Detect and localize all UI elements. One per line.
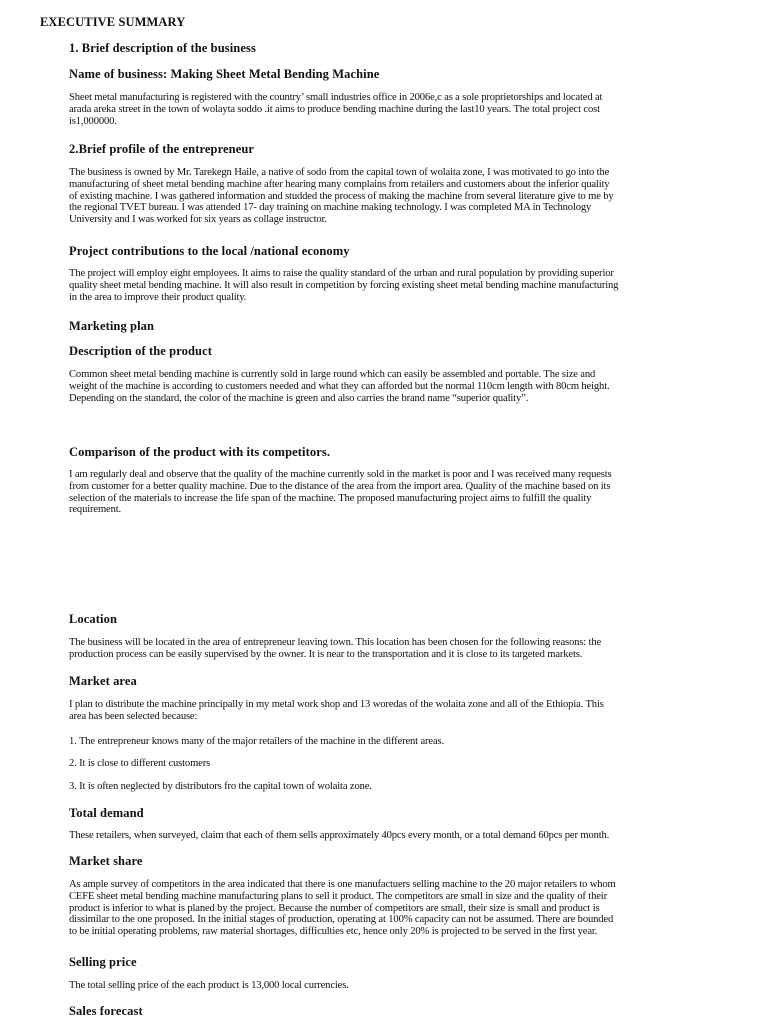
heading-product-description: Description of the product: [69, 344, 212, 358]
paragraph-market-area: [69, 699, 697, 723]
paragraph-market-share: [69, 879, 697, 938]
list-item: 2. It is close to different customers: [69, 758, 211, 769]
text-line: Common sheet metal bending machine is currently sold in large round which can easily be assembled and portable. The size and: [69, 369, 596, 380]
text-line: selection of the materials to increase the life span of the machine. The proposed manufacturing project aims to fulfill the quality: [69, 492, 592, 504]
heading-market-area: Market area: [69, 674, 137, 688]
text-line: production process can be easily supervised by the owner. It is near to the transportation and it is close to its targeted markets.: [69, 648, 583, 660]
heading-market-share: Market share: [69, 854, 143, 868]
list-item: 1. The entrepreneur knows many of the major retailers of the machine in the different areas.: [69, 736, 444, 747]
list-item: 3. It is often neglected by distributors fro the capital town of wolaita zone.: [69, 781, 372, 792]
text-line: CEFE sheet metal bending machine manufacturing plans to sell it product. The competitors are small in size and the quality of their: [69, 890, 607, 902]
text-line: the regional TVET bureau. I was attended 17- day training on machine making technology. I was completed MA in Technology: [69, 202, 592, 214]
page-title: EXECUTIVE SUMMARY: [40, 15, 186, 29]
paragraph-business-description: [69, 92, 697, 127]
text-line: requirement.: [69, 504, 122, 516]
paragraph-selling-price: [69, 980, 697, 992]
heading-selling-price: Selling price: [69, 955, 137, 969]
text-line: from customer for a better quality machine. Due to the distance of the area from the import area. Quality of the machine based on its: [69, 480, 611, 492]
text-line: Sheet metal manufacturing is registered with the country’ small industries office in 2006e,c as a sole proprietorships and located at: [69, 92, 603, 103]
paragraph-total-demand: [69, 830, 697, 842]
heading-entrepreneur-profile: 2.Brief profile of the entrepreneur: [69, 142, 255, 156]
paragraph-location: [69, 637, 697, 661]
text-line: in the area to improve their product quality.: [69, 291, 247, 303]
text-line: As ample survey of competitors in the area indicated that there is one manufactuers selling machine to the 20 major retailers to whom: [69, 879, 616, 890]
text-line: of existing machine. I was gathered information and studded the process of making the machine from several literature give to me by: [69, 190, 614, 202]
text-line: is1,000000.: [69, 115, 117, 127]
heading-name-of-business: Name of business: Making Sheet Metal Bending Machine: [69, 67, 380, 81]
text-line: The total selling price of the each product is 13,000 local currencies.: [69, 980, 349, 991]
text-line: I am regularly deal and observe that the quality of the machine currently sold in the market is poor and I was received many requests: [69, 469, 612, 480]
text-line: arada areka street in the town of wolayta soddo .it aims to produce bending machine during the last10 years. The total project cost: [69, 103, 600, 115]
heading-brief-business: 1. Brief description of the business: [69, 41, 256, 55]
heading-marketing-plan: Marketing plan: [69, 319, 155, 333]
text-line: These retailers, when surveyed, claim that each of them sells approximately 40pcs every month, or a total demand 60pcs per month.: [69, 830, 610, 841]
heading-total-demand: Total demand: [69, 806, 144, 820]
heading-sales-forecast: Sales forecast: [69, 1004, 143, 1018]
text-line: I plan to distribute the machine principally in my metal work shop and 13 woredas of the wolaita zone and all of the Ethiopia. This: [69, 699, 604, 710]
text-line: The business will be located in the area of entrepreneur leaving town. This location has been chosen for the following reasons: the: [69, 637, 602, 648]
paragraph-product-description: [69, 369, 697, 404]
text-line: to be initial operating problems, raw material shortages, difficulties etc, hence only 20% is projected to be served in the first year.: [69, 926, 598, 938]
text-line: Depending on the standard, the color of the machine is green and also carries the brand name “superior quality”.: [69, 392, 529, 404]
text-line: manufacturing of sheet metal bending machine after hearing many complains from retailers and customers about the inferior quality: [69, 178, 610, 190]
text-line: product is inferior to what is planed by the project. Because the number of competitors are small, their size is small and product is: [69, 902, 600, 914]
text-line: weight of the machine is according to customers needed and what they can afforded but the normal 110cm length with 80cm height.: [69, 380, 610, 392]
text-line: area has been selected because:: [69, 710, 198, 722]
text-line: quality sheet metal bending machine. It will also result in competition by forcing existing sheet metal bending machine manufacturing: [69, 279, 619, 291]
paragraph-product-comparison: [69, 469, 697, 516]
heading-project-contributions: Project contributions to the local /national economy: [69, 244, 350, 258]
text-line: University and I was worked for six years as collage instructor.: [69, 214, 327, 226]
text-line: dissimilar to the one proposed. In the initial stages of production, operating at 100% capacity can not be assumed. There are bounded: [69, 914, 614, 926]
heading-product-comparison: Comparison of the product with its competitors.: [69, 445, 331, 459]
text-line: The business is owned by Mr. Tarekegn Haile, a native of sodo from the capital town of wolaita zone, I was motivated to go into the: [69, 167, 610, 178]
paragraph-entrepreneur-profile: [69, 167, 697, 226]
heading-location: Location: [69, 612, 118, 626]
text-line: The project will employ eight employees. It aims to raise the quality standard of the urban and rural population by providing superior: [69, 268, 614, 279]
paragraph-project-contributions: [69, 268, 697, 303]
